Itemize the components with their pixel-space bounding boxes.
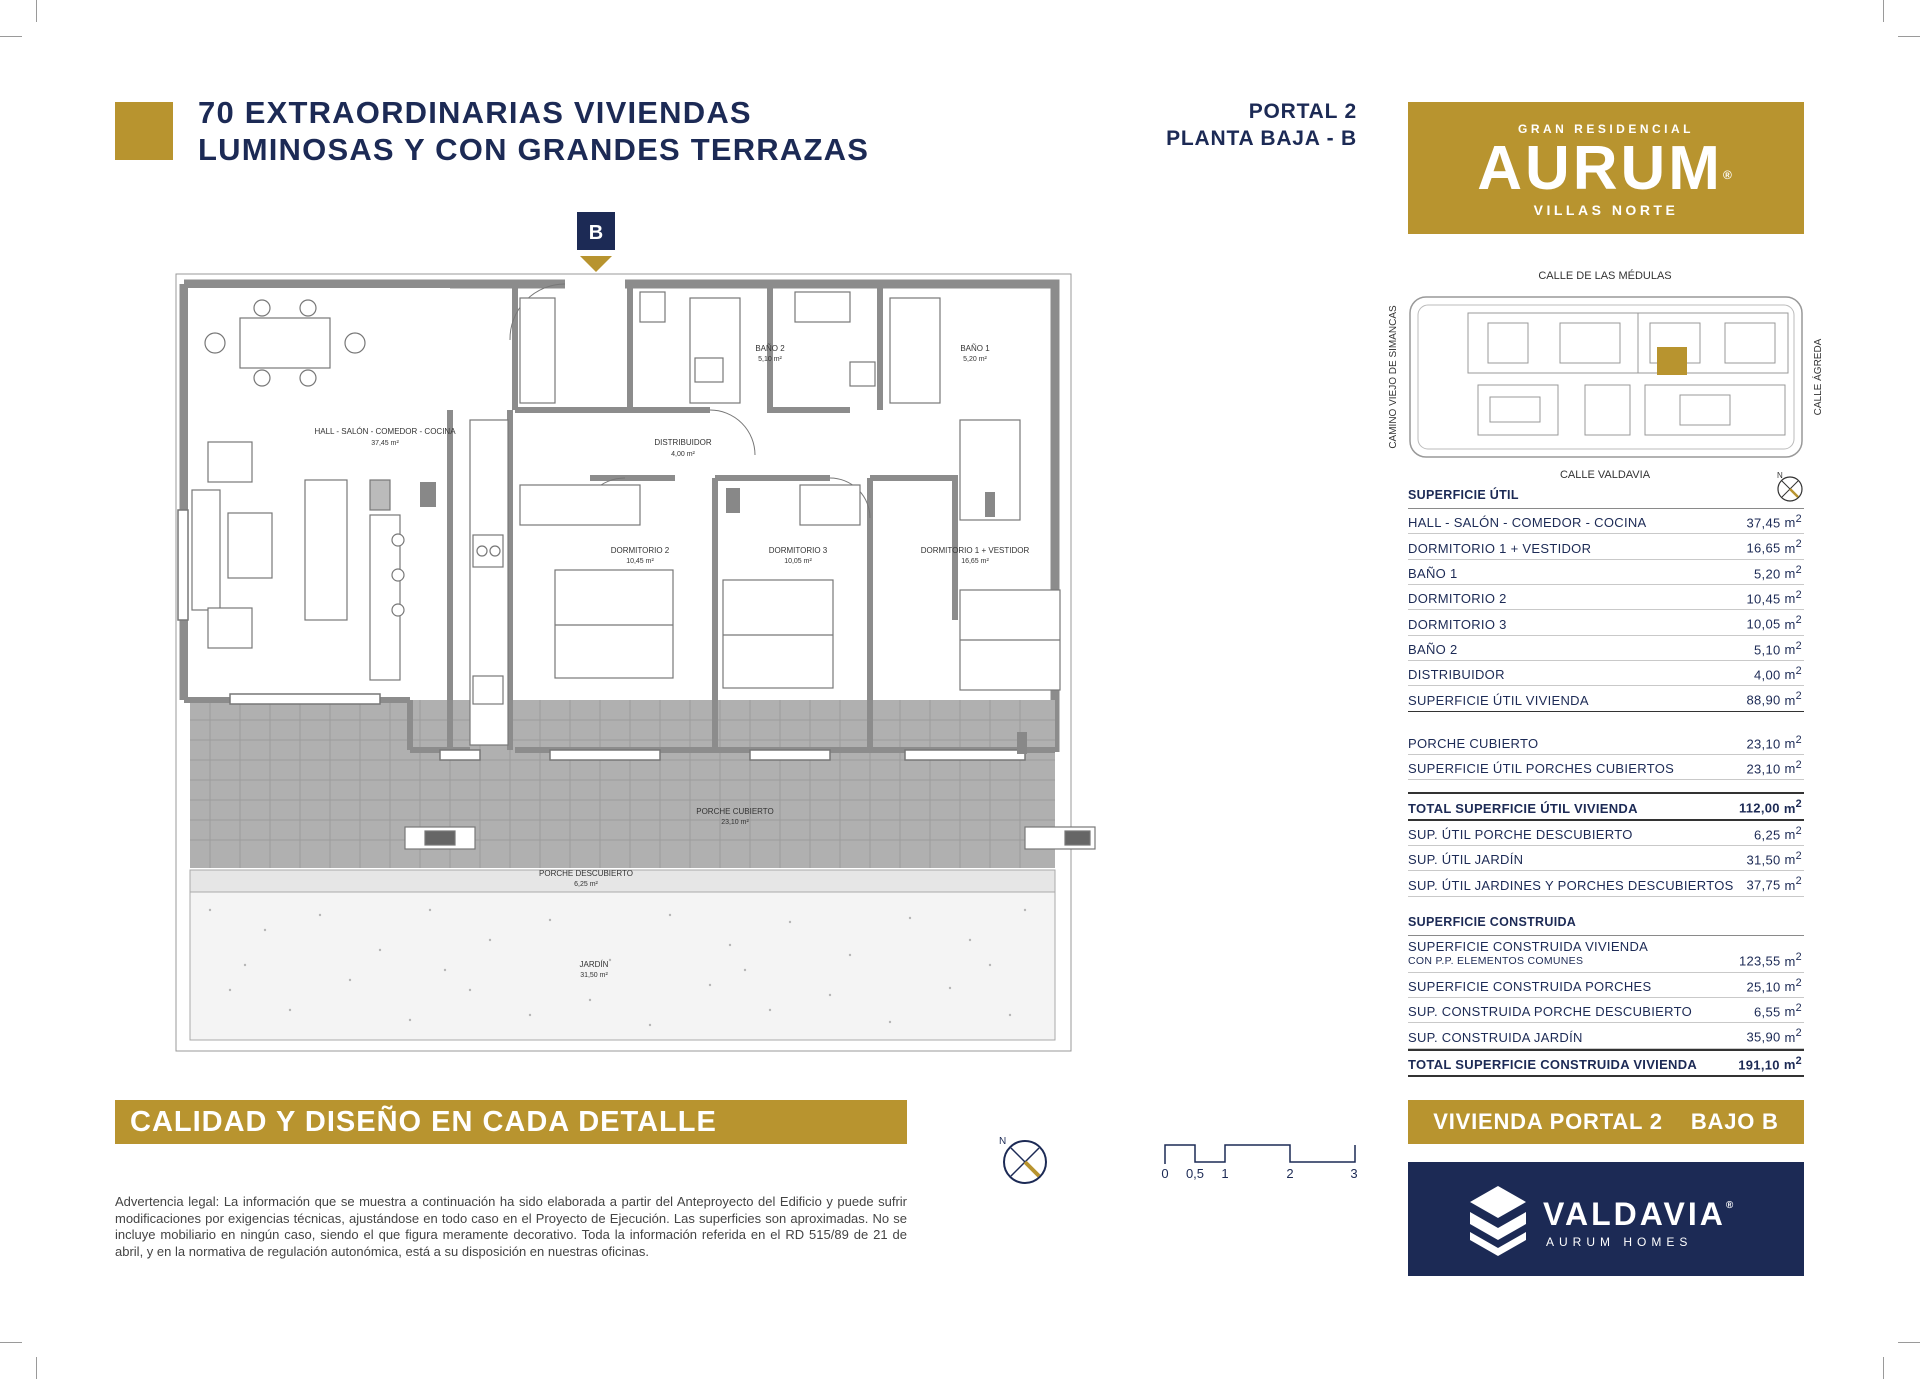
room-area-bano2: 5,10 m² — [758, 356, 782, 363]
portal-label — [1166, 98, 1357, 152]
scale-label: 1 — [1221, 1166, 1229, 1181]
built-title: SUPERFICIE CONSTRUIDA — [1408, 915, 1804, 936]
row-value: 5,10 $m^2$ — [1754, 639, 1802, 657]
crop-mark — [1883, 1357, 1884, 1379]
total-built-row — [1408, 1049, 1804, 1077]
row-value: 37,75 $m^2$ — [1746, 875, 1802, 893]
crop-mark — [1898, 36, 1920, 37]
row-value: 112,00 $m^2$ — [1738, 798, 1802, 816]
scale-label: 2 — [1286, 1166, 1294, 1181]
street-left: CAMINO VIEJO DE SIMANCAS — [1388, 305, 1399, 449]
room-area-distribuidor: 4,00 m² — [671, 451, 695, 458]
table-row — [1408, 560, 1804, 585]
street-right: CALLE ÁGREDA — [1813, 338, 1824, 416]
row-label: SUPERFICIE CONSTRUIDA PORCHES — [1408, 978, 1652, 994]
row-value: 37,45 $m^2$ — [1746, 513, 1802, 531]
north-compass-icon — [995, 1130, 1055, 1190]
room-label-bano2: BAÑO 2 — [755, 344, 785, 353]
unit-portal: VIVIENDA PORTAL 2 — [1433, 1109, 1663, 1134]
surfaces-table — [1408, 488, 1804, 1077]
row-value: 35,90 $m^2$ — [1746, 1027, 1802, 1045]
row-value: 16,65 $m^2$ — [1746, 538, 1802, 556]
room-area-dormitorio3: 10,05 m² — [784, 558, 812, 565]
table-row — [1408, 585, 1804, 610]
row-value: 10,45 $m^2$ — [1746, 588, 1802, 607]
scale-bar — [1160, 1140, 1360, 1180]
room-label-salon: HALL - SALÓN - COMEDOR - COCINA — [314, 427, 456, 436]
room-label-porche-descubierto: PORCHE DESCUBIERTO — [539, 869, 633, 878]
row-value: 88,90 $m^2$ — [1746, 690, 1802, 708]
scale-label: 3 — [1350, 1166, 1358, 1181]
row-label: SUP. CONSTRUIDA JARDÍN — [1408, 1029, 1583, 1045]
room-label-dormitorio3: DORMITORIO 3 — [768, 546, 828, 555]
row-label: HALL - SALÓN - COMEDOR - COCINA — [1408, 515, 1647, 531]
table-row — [1408, 730, 1804, 755]
room-area-bano1: 5,20 m² — [963, 356, 987, 363]
table-row — [1408, 821, 1804, 846]
table-row — [1408, 936, 1804, 973]
scale-label: 0,5 — [1185, 1166, 1205, 1181]
valdavia-cube-icon — [1468, 1184, 1528, 1256]
kitchen-counter — [470, 420, 508, 745]
header-accent-square — [115, 102, 173, 160]
table-row — [1408, 998, 1804, 1023]
room-area-salon: 37,45 m² — [371, 440, 399, 447]
room-label-dormitorio2: DORMITORIO 2 — [610, 546, 670, 555]
aurum-logo — [1408, 102, 1804, 234]
table-row — [1408, 661, 1804, 686]
valdavia-name: VALDAVIA® — [1543, 1196, 1737, 1232]
table-row — [1408, 755, 1804, 780]
table-row — [1408, 534, 1804, 559]
table-row — [1408, 871, 1804, 896]
scale-label: 0 — [1161, 1166, 1169, 1181]
crop-mark — [36, 1357, 37, 1379]
crop-mark — [1898, 1342, 1920, 1343]
aurum-name — [1408, 134, 1804, 203]
row-value: 191,10 $m^2$ — [1738, 1054, 1802, 1072]
compass-north-label: N — [999, 1136, 1007, 1147]
title-line-1: 70 EXTRAORDINARIAS VIVIENDAS — [198, 95, 752, 130]
page-title — [198, 94, 869, 168]
room-area-jardin: 31,50 m² — [580, 972, 608, 979]
row-label: DORMITORIO 3 — [1408, 616, 1507, 632]
row-label: TOTAL SUPERFICIE CONSTRUIDA VIVIENDA — [1408, 1056, 1698, 1072]
table-row — [1408, 610, 1804, 635]
entry-marker-label: B — [588, 222, 604, 244]
quality-banner: CALIDAD Y DISEÑO EN CADA DETALLE — [115, 1100, 907, 1144]
row-value: 6,55 $m^2$ — [1754, 1001, 1802, 1020]
row-label: BAÑO 2 — [1408, 641, 1458, 657]
row-value: 23,10 $m^2$ — [1746, 733, 1802, 751]
row-label: SUPERFICIE CONSTRUIDA VIVIENDA CON P.P. ELEMENTOS COMUNES — [1408, 938, 1649, 967]
row-label: SUPERFICIE ÚTIL VIVIENDA — [1408, 692, 1589, 708]
row-label: SUP. CONSTRUIDA PORCHE DESCUBIERTO — [1408, 1004, 1692, 1020]
street-bottom: CALLE VALDAVIA — [1559, 469, 1651, 481]
table-row — [1408, 973, 1804, 998]
row-value: 10,05 $m^2$ — [1746, 614, 1802, 632]
row-value: 25,10 $m^2$ — [1746, 976, 1802, 994]
entry-marker — [577, 212, 615, 272]
table-row — [1408, 509, 1804, 534]
unit-banner — [1408, 1100, 1804, 1144]
street-top: CALLE DE LAS MÉDULAS — [1538, 270, 1672, 282]
room-area-porche-descubierto: 6,25 m² — [574, 881, 598, 888]
row-value: 31,50 $m^2$ — [1746, 849, 1802, 868]
aurum-subtitle: GRAN RESIDENCIAL — [1517, 122, 1694, 136]
room-area-dormitorio2: 10,45 m² — [626, 558, 654, 565]
table-row — [1408, 846, 1804, 871]
row-label: SUP. ÚTIL JARDÍN — [1408, 852, 1524, 868]
row-label: DORMITORIO 1 + VESTIDOR — [1408, 540, 1592, 556]
site-map — [1380, 265, 1824, 487]
row-label: SUP. ÚTIL PORCHE DESCUBIERTO — [1408, 826, 1633, 842]
aurum-reg: ® — [1722, 168, 1735, 182]
room-label-dormitorio1: DORMITORIO 1 + VESTIDOR — [920, 546, 1030, 555]
crop-mark — [36, 0, 37, 22]
crop-mark — [0, 36, 22, 37]
row-label: BAÑO 1 — [1408, 565, 1458, 581]
util-title: SUPERFICIE ÚTIL — [1408, 488, 1804, 509]
beds — [555, 570, 1060, 690]
row-label: DORMITORIO 2 — [1408, 591, 1507, 607]
aurum-name-text: AURUM — [1477, 134, 1723, 203]
crop-mark — [1883, 0, 1884, 22]
row-value: 123,55 $m^2$ — [1738, 951, 1802, 969]
room-label-porche-cubierto: PORCHE CUBIERTO — [696, 807, 774, 816]
room-label-jardin: JARDÍN — [579, 960, 609, 969]
room-area-dormitorio1: 16,65 m² — [961, 558, 989, 565]
row-label: SUP. ÚTIL JARDINES Y PORCHES DESCUBIERTOS — [1408, 877, 1734, 893]
row-label: PORCHE CUBIERTO — [1408, 735, 1539, 751]
row-value: 5,20 $m^2$ — [1754, 563, 1802, 581]
row-value: 6,25 $m^2$ — [1754, 824, 1802, 842]
table-row — [1408, 1023, 1804, 1048]
crop-mark — [0, 1342, 22, 1343]
title-line-2: LUMINOSAS Y CON GRANDES TERRAZAS — [198, 132, 870, 167]
room-label-distribuidor: DISTRIBUIDOR — [654, 438, 712, 447]
valdavia-subtitle: AURUM HOMES — [1546, 1235, 1693, 1249]
table-row — [1408, 636, 1804, 661]
legal-notice: Advertencia legal: La información que se muestra a continuación ha sido elaborada a partir del Anteproyecto del Edificio y puede sufrir modificaciones por exigencias técnicas, ajustándose en todo caso en el Proyecto de Ejecución. Las superficies son aproximadas. No se incluye mobiliario en ningún caso, siendo el que figura meramente decorativo. Toda la información referida en el RD 515/89 de 21 de abril, y en la normativa de regulación autonómica, está a su disposición en nuestras oficinas. — [115, 1194, 907, 1259]
row-value: 23,10 $m^2$ — [1746, 758, 1802, 777]
site-north-label: N — [1777, 471, 1783, 480]
portal-line-1: PORTAL 2 — [1248, 100, 1357, 123]
row-label: SUPERFICIE ÚTIL PORCHES CUBIERTOS — [1408, 761, 1675, 777]
valdavia-logo — [1408, 1162, 1804, 1276]
unit-floor: BAJO B — [1690, 1109, 1779, 1134]
total-util-row — [1408, 792, 1804, 820]
room-area-porche-cubierto: 23,10 m² — [721, 819, 749, 826]
floor-plan — [170, 210, 1120, 1060]
aurum-tagline: VILLAS NORTE — [1533, 202, 1679, 218]
room-label-bano1: BAÑO 1 — [960, 344, 990, 353]
table-row — [1408, 686, 1804, 711]
portal-line-2: PLANTA BAJA - B — [1166, 127, 1357, 150]
row-value: 4,00 $m^2$ — [1754, 664, 1802, 683]
row-label: TOTAL SUPERFICIE ÚTIL VIVIENDA — [1408, 800, 1638, 816]
row-label: DISTRIBUIDOR — [1408, 667, 1505, 683]
